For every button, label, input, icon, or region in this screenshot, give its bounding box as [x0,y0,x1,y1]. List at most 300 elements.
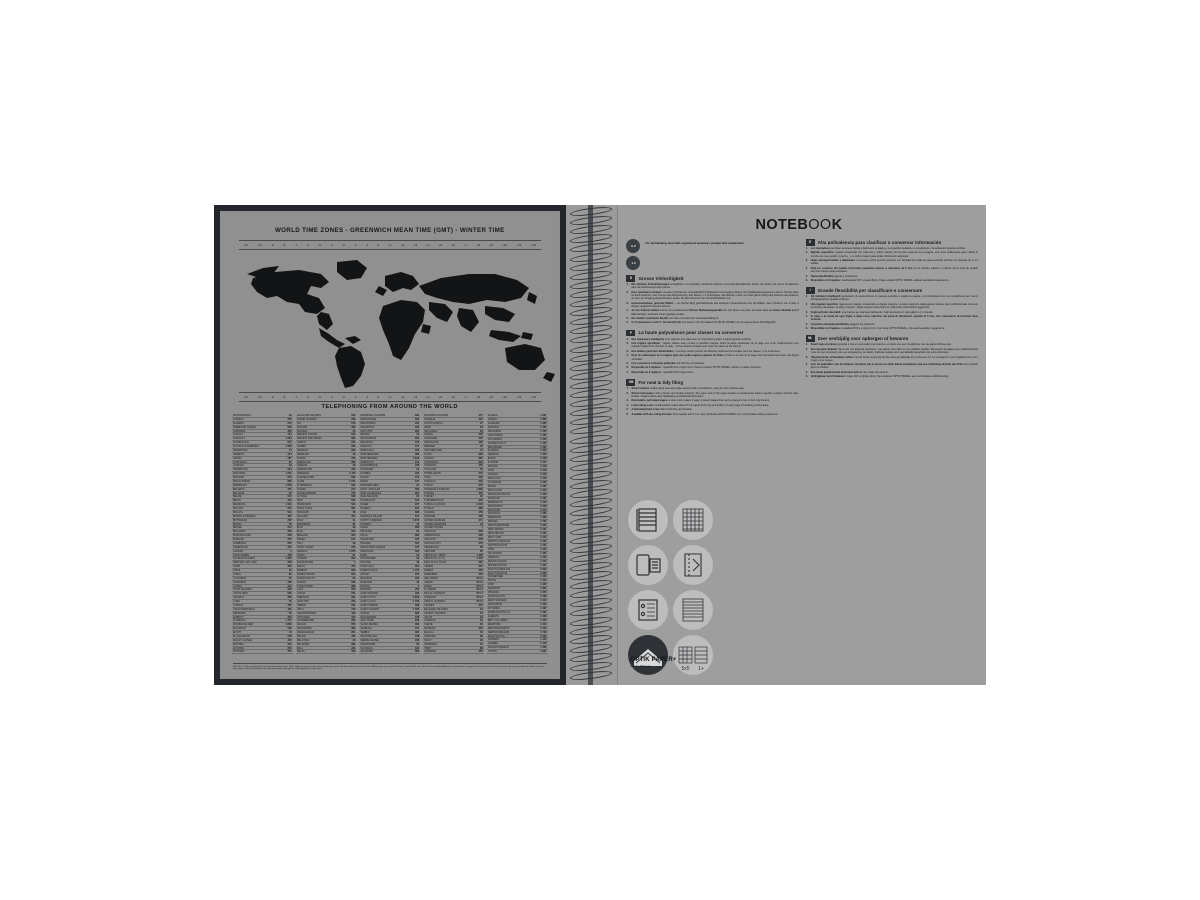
country-dial-code: 34 [480,631,483,634]
country-dial-code: 1 305 [540,449,547,453]
country-name: SICILY [424,638,432,642]
country-dial-code: 1 215 [540,559,547,563]
country-dial-code: 960 [351,642,356,646]
country-name: BELGIUM [233,491,245,495]
timezone-tick: -5 [318,395,321,399]
list-item: 6. Available with two ruling formats: 5mm square and 6 mm ruled. Exclusive OPTIK PAPER+ for a comfortable writing experience. [626,412,779,416]
country-dial-code: 852 [351,507,356,510]
country-dial-code: 33 [352,429,356,433]
country-name: SOUTH AFRICA [424,421,443,425]
table-row [359,650,420,654]
country-name: SERBIA [360,631,370,634]
country-name: ISRAEL [296,538,306,541]
country-name: SHARJAH [424,596,436,599]
country-name: UGANDA [424,510,435,514]
list-item: 3. Uitperforeerde, uitneembare vellen: met de brede inrode kip de bla echte gemakkelijk af te scheuren om ze vervolgens in een ringband met 2 of 4 ringen op te bergen. [805,355,979,362]
svg-text:5x5: 5x5 [681,666,691,672]
country-name: MONTSERRAT [360,456,378,460]
country-dial-code: 689 [351,437,356,441]
country-name: URUGUAY [424,530,437,534]
country-dial-code: 1 206 [540,595,547,599]
country-name: SENEGAL [360,627,373,630]
country-dial-code: 1 868 [476,487,483,491]
country-name: OREGON [487,555,499,559]
country-name: CALIFORNIA [487,433,503,437]
country-dial-code: 93 [288,414,292,417]
list-item: 5. Een harde gelamineerde kartonnen kaft die dun maar ook sterk is. [805,370,889,374]
list-item: 3. Fogli perforati staccabili: una matrice per staccare facilmente i fogli da inserire in raccoglitori a 2 o 4 anelli. [805,310,933,314]
country-dial-code: 245 [351,491,356,495]
country-name: SAN MARINO [360,615,377,619]
country-name: ECUADOR [233,627,246,630]
country-name: FINLAND [296,425,308,429]
country-name: MICRONESIA [360,437,377,441]
ruling-formats-icon [673,635,713,675]
language-section-header [626,379,798,386]
language-section [626,330,798,374]
timezone-tick: -6 [306,395,310,399]
country-dial-code: 1 907 [540,414,547,417]
country-dial-code: 1 605 [540,571,547,575]
list-item: 2. Une réglure spécifique : réglure cadrée avec en-tête et doubles marges. Dans la partie supérieure de la page une zone multifonctions pour indiquer l'objet d'une réunion, la date... et des doubles marges pour noter les idées ou les actions. [626,342,799,349]
country-name: GHANA [296,456,306,460]
country-name: PHILIPPINES [360,557,376,561]
country-name: BAHRAIN [233,476,245,479]
country-name: SARDINIA [424,634,436,638]
country-name: TURKS & CAICOS [424,503,446,506]
country-dial-code: 672 [414,514,420,518]
country-dial-code: 421 [414,646,420,650]
country-name: SUDAN [424,433,433,437]
list-item: 2. Smart ruled paper: with a border and double margins. The upper part of the page includes a multipurpose field to specify a subject and the date. Double margins allow easy highlighting of additional information. [626,391,799,398]
country-name: TEXAS [487,579,497,583]
country-name: CHILE [233,569,241,572]
country-dial-code: 54 [288,448,292,452]
country-dial-code: 250 [414,588,420,592]
timezone-tick: +10 [501,395,508,399]
country-dial-code: 971 6 [476,600,483,603]
country-name: WALLIS & FUTUNA [424,561,447,565]
country-dial-code: 30 [480,623,483,627]
language-section-header [626,275,798,282]
country-dial-code: 1 242 [285,472,292,476]
country-name: TIMOR-LESTE [424,472,441,475]
country-dial-code: 1 808 [540,417,547,421]
country-dial-code: 670 [478,472,483,476]
list-item: 5. Une couverture cartonnée pelliculée à la fois fine et résistante. [626,361,705,365]
country-name: SAINT KITTS [360,596,376,599]
country-name: ONTARIO [487,638,500,642]
country-name: ZAMBIA [424,569,434,572]
country-name: MALTA [296,650,305,654]
country-name: OMAN [360,526,368,530]
country-dial-code: 1 308 [540,516,547,520]
country-dial-code: 370 [351,615,356,619]
language-section-header [806,335,978,342]
language-section-title: Grande flessibilità per classificare e conservare [817,287,923,293]
country-code-column [232,414,293,654]
country-dial-code: 377 [414,445,420,448]
country-name: KENTUCKY [487,477,502,480]
country-name: GUINEA [296,487,307,491]
country-dial-code: 253 [287,615,292,619]
country-name: ETHIOPIA [233,650,245,654]
country-dial-code: 964 [351,530,356,534]
country-dial-code: 680 [414,534,420,538]
country-name: MOROCCO [360,460,374,464]
country-name: SEYCHELLES [360,634,377,638]
list-item: 7. Disponible en 2 réglures : quadrillé 5x5 et ligné 6mm. [626,370,694,374]
country-name: MOLDOVA [360,441,373,444]
country-code-column [296,414,357,654]
country-name: IDAHO [487,457,496,461]
country-dial-code: 227 [414,503,420,507]
country-name: ALABAMA [487,421,500,425]
country-name: SOLOMON ISLANDS [424,414,449,417]
country-name: NEBRASKA [487,516,502,520]
language-section-title: La haute polyvalence pour classer ou conserver [638,330,744,336]
country-name: TRINIDAD & TOBAGO [424,487,450,491]
country-name: PAKISTAN [360,530,373,534]
country-dial-code: 265 [351,634,356,638]
timezone-tick: +4 [425,243,430,247]
country-dial-code: 971 2 [476,576,483,580]
country-dial-code: 855 [287,541,292,545]
country-dial-code: 508 [414,603,420,607]
country-name: UNITED STATES [424,526,444,530]
country-name: REUNION [360,576,372,580]
country-name: FLORIDA [487,449,499,453]
country-name: JAPAN [296,553,305,557]
country-name: LESOTHO [296,600,309,603]
country-name: SAINT PIERRE [360,603,378,607]
country-name: MARTINIQUE [360,417,377,421]
country-name: GEORGIA [487,453,500,457]
list-item: 3. Removable, perforated pages: a wide comb makes it easy to detach pages that can be placed in two or four ring binders. [626,399,770,403]
country-dial-code: 996 [351,584,356,588]
country-dial-code: 1 205 [540,421,547,425]
right-column-2 [806,239,978,677]
country-dial-code: 673 [287,526,292,530]
country-dial-code: 1 767 [285,619,292,623]
country-dial-code: 973 [287,476,292,479]
country-dial-code: 1 219 [540,465,547,469]
country-name: TASMANIA [424,642,437,646]
country-dial-code: 686 [351,569,356,572]
timezone-tick: +4 [425,395,430,399]
country-name: OHIO [487,547,495,551]
country-name: ZIMBABWE [424,572,438,576]
country-dial-code: 1 649 [476,503,483,507]
country-dial-code: 47 [416,522,420,526]
country-dial-code: 94 [480,429,483,433]
list-item: 6. Disponibile in 2 rigature: a quadretti 5x5 e a righe 6 mm. Con carta OPTIK PAPER+, che autorà qualità e leggerezza. [805,327,945,331]
country-dial-code: 1 250 [540,618,547,622]
country-code-column [423,414,484,654]
country-code-column [487,414,548,654]
country-dial-code: 1 405 [540,551,547,555]
language-section [806,335,978,378]
list-item: 4. Lined ruling users: small location marks placed 5 mm apart at the top and bottom of each page for drawing vertical lines. [626,403,769,407]
timezone-tick: +7 [463,395,468,399]
country-dial-code: 1 503 [540,555,547,559]
country-name: NEW MEXICO [487,532,505,536]
country-name: TAJIKISTAN [424,460,438,464]
country-dial-code: 98 [352,526,356,530]
country-dial-code: 52 [416,433,420,437]
timezone-tick: -3 [341,395,345,399]
country-dial-code: 595 [414,549,420,553]
country-name: WYOMING [487,606,501,610]
country-name: NEW YORK [487,536,502,539]
country-name: FIJI [296,421,301,425]
country-dial-code: 61 [288,460,292,464]
country-name: SWITZERLAND [424,448,443,452]
country-name: PAPUA NEW GUINEA [360,545,386,549]
country-name: PENNSYLVANIA [487,559,507,563]
country-name: ALBANIA [233,417,244,421]
country-name: NIUE [360,510,367,514]
country-name: WASHINGTON [487,595,505,599]
country-name: NETHERLANDS [360,483,380,487]
notebook-spread [214,205,986,685]
country-dial-code: 261 [351,631,356,634]
country-dial-code: 373 [414,441,420,445]
country-name: TIBET [424,646,432,650]
country-name: AUSTRIA [233,464,244,468]
country-name: AZERBAIJAN [233,468,249,472]
country-dial-code: 66 [480,468,483,472]
country-dial-code: 226 [287,534,292,538]
notebook-logo [755,217,842,233]
list-item: 4. Pour les utilisateurs de la réglure ligne des petits repères espacés de 5mm en haut et en bas de la page vous permettent de tracer des lignes verticales. [626,354,799,361]
country-dial-code: 57 [288,576,292,580]
country-dial-code: 1 416 [540,638,547,642]
country-dial-code: 971 4 [476,584,483,588]
country-name: NORTH CAROLINA [487,540,511,543]
country-name: GREENLAND [296,468,313,472]
country-dial-code: 1 207 [540,484,547,488]
country-name: DELAWARE [487,445,502,449]
telephoning-title: TELEPHONING FROM AROUND THE WORLD [321,404,458,410]
country-dial-code: 55 [288,522,292,526]
country-name: NICARAGUA [360,499,376,503]
language-section-title: Grosse Vielseitigkeit [638,275,684,281]
language-section-header [806,239,978,246]
country-name: UTAH [487,583,495,587]
country-name: MANITOBA [487,622,501,626]
country-dial-code: 967 [478,565,483,569]
country-dial-code: 677 [478,414,483,417]
country-name: PARAGUAY [360,549,374,553]
country-dial-code: 27 [480,421,483,425]
country-name: KOREA NORTH [296,572,315,576]
timezone-scale-bottom [239,392,541,402]
country-name: SYRIA [424,452,432,456]
country-dial-code: 992 [478,460,483,464]
country-dial-code: 1 209 [540,433,547,437]
country-name: ESTONIA [233,646,244,650]
country-dial-code: 60 [352,638,356,642]
list-item: 1. Die stimmen Schnurfassungen ermöglichen ein schnelles, einfaches Scannen und unproblematisches Sehen der Seiten mit einem Smartphone über die hochwertigen App ordnen. [626,283,799,290]
country-dial-code: 1 505 [540,532,547,536]
list-item: 4. In riano e le rivela ad ogni foglio a dyke corso ripristini, dei punti di riferimento spaziati di 5 mm, che consentono di tracciare linee verticali. [805,315,979,322]
timezone-tick: +2 [400,395,405,399]
country-dial-code: 86 [480,646,483,650]
country-dial-code: 961 [351,596,356,600]
country-name: BAHAMAS [233,472,246,475]
right-page [617,205,986,685]
country-name: THAILAND [424,468,437,472]
country-dial-code: 1 218 [540,500,547,504]
country-dial-code: 351 [478,603,483,607]
country-name: SOMALIA [424,417,436,421]
country-dial-code: 963 [478,452,483,456]
country-dial-code: 681 [478,561,483,565]
country-name: LIBERIA [296,603,307,607]
country-name: ALGERIA [233,421,244,425]
country-name: CANADA [233,549,244,553]
country-dial-code: 1 307 [540,606,547,610]
list-item: 4. Para los usuarios del cuadro horizontal, pequeñas marcas a intervalos de 5 mm en los bordes superior e inferior de la zona de rayado permiten trazar líneas verticales. [805,266,978,274]
country-name: SLOVAKIA [360,646,373,650]
country-name: COLORADO [487,437,503,441]
country-name: CORSICA [424,619,436,623]
country-name: SAINT VINCENT [360,607,380,611]
country-dial-code: 7 [417,584,420,588]
numbers-badge-icon: 1-5 [626,256,640,270]
timezone-tick: +1 [388,243,392,247]
country-dial-code: 994 [287,468,292,472]
world-time-zones-title: WORLD TIME ZONES - GREENWICH MEAN TIME (GMT) - WINTER TIME [274,227,505,234]
country-dial-code: 262 [414,429,420,433]
country-name: BHUTAN [233,507,244,510]
country-name: RUSSIA [360,584,370,588]
page-detach-icon [673,545,713,585]
country-name: CANARY ISLANDS [424,611,446,615]
country-dial-code: 962 [351,557,356,561]
country-dial-code: 20 [288,631,292,634]
country-dial-code: 1 435 [540,583,547,587]
country-dial-code: 30 [352,464,356,468]
country-dial-code: 1 252 [540,540,547,543]
squared-page-icon [673,500,713,540]
country-dial-code: 597 [478,437,483,441]
country-dial-code: 92 [416,530,420,534]
country-dial-code: 376 [287,429,292,433]
country-name: ROMANIA [360,580,373,584]
country-name: SAO TOME [360,619,374,623]
country-name: AMERICAN SAMOA [233,425,256,429]
country-name: NORFOLK ISLAND [360,514,383,518]
ring-binder-icon [628,590,668,630]
country-name: ARKANSAS [487,429,502,433]
timezone-tick: -11 [243,395,248,399]
country-name: ALASKA [487,414,498,417]
country-name: MARSHALL ISLANDS [360,414,386,417]
country-name: SPAIN [424,425,432,429]
country-name: SAINT HELENA [360,592,379,596]
country-dial-code: 58 [480,545,483,549]
country-dial-code: 596 [414,417,420,421]
country-name: BRAZIL [233,522,242,526]
country-name: CHAD [233,565,241,568]
country-dial-code: 976 [414,448,420,452]
country-dial-code: 1 441 [285,503,292,507]
country-dial-code: 971 9 [476,588,483,592]
country-dial-code: 1 664 [412,456,420,460]
country-dial-code: 1 423 [540,575,547,579]
country-dial-code: 1 210 [540,579,547,583]
country-name: BARBADOS [233,483,247,487]
country-dial-code: 385 [287,596,292,600]
country-dial-code: 1 319 [540,469,547,473]
country-dial-code: 251 [287,650,292,654]
country-name: BELARUS [233,487,245,491]
country-name: YUKON [487,650,497,654]
country-dial-code: 1 [481,526,483,530]
country-dial-code: 232 [414,638,420,642]
country-dial-code: 254 [351,565,356,569]
right-column-1 [626,239,798,677]
country-name: RHODE ISLAND [487,563,507,567]
country-name: ANTIGUA & BARBUDA [233,445,260,448]
country-dial-code: 682 [287,588,292,592]
country-dial-code: 34 [480,611,483,615]
country-name: MALAYSIA [296,638,310,642]
country-dial-code: 267 [287,518,292,522]
country-dial-code: 260 [478,569,483,572]
country-name: SASKATCHEWAN [487,646,509,650]
intro-text: for demanding and well-organised business people and academics [645,241,744,245]
country-name: WISCONSIN [487,603,503,606]
country-name: KANSAS [487,473,498,476]
table-row [232,650,293,654]
country-dial-code: 1 404 [540,453,547,457]
country-name: VERMONT [487,587,501,591]
country-dial-code: 225 [351,545,356,549]
country-name: COMOROS [233,580,247,584]
country-dial-code: 591 [287,510,292,514]
country-dial-code: 36 [352,510,356,514]
country-dial-code: 691 [414,437,420,441]
country-dial-code: 63 [416,557,420,561]
country-dial-code: 1 809 [285,623,292,627]
country-dial-code: 355 [287,417,292,421]
country-dial-code: 1 208 [540,457,547,461]
country-name: MYANMAR [360,468,373,472]
country-name: VIRGIN ISL. (BRIT.) [424,553,447,557]
country-name: GERMANY [296,452,310,456]
country-dial-code: 266 [351,600,356,603]
country-dial-code: 353 [351,534,356,538]
country-name: WASHINGTON D.C. [487,610,511,614]
country-dial-code: 1 228 [540,504,547,508]
country-name: KYRGYZSTAN [296,584,314,588]
country-dial-code: 268 [478,441,483,445]
spiral-binding [566,205,618,685]
feature-list [806,247,978,282]
country-dial-code: 685 [414,611,420,615]
country-dial-code: 248 [414,634,420,638]
language-section-header [626,330,798,337]
country-name: PALESTINE [360,538,374,541]
country-name: DOMINICAN REP. [233,623,254,627]
country-dial-code: 84 [480,549,483,553]
country-name: CROATIA [233,596,244,599]
country-dial-code: 291 [287,642,292,646]
country-dial-code: 1 403 [540,614,547,618]
